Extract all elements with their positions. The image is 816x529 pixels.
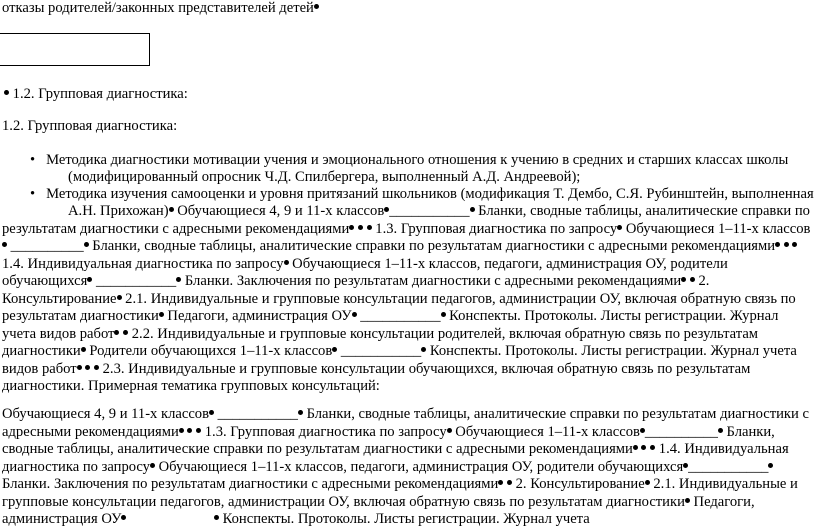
para-text: адресными рекомендациями [2, 423, 179, 440]
list-bullet-icon: • [30, 186, 36, 202]
para-text: 2.1. Индивидуальные и групповые консультации педагогов, администрации ОУ, включая обратную связь по [2, 476, 798, 510]
para-text: 2. Консультирование [2, 273, 710, 307]
para-text: __________ [644, 423, 718, 440]
bullet-dot-icon [332, 347, 337, 352]
bullet-dot-icon [209, 410, 214, 415]
para-text: __________ [10, 238, 84, 254]
bullet-dot-icon [187, 428, 192, 433]
para-text: Обучающиеся 4, 9 и 11-х классов [173, 203, 385, 219]
para-text: ___________ [360, 308, 441, 324]
heading-bullet-text: 1.2. Групповая диагностика: [12, 86, 188, 102]
para-text: ___________ [389, 203, 470, 219]
para-text: классов [284, 343, 333, 359]
bullet-dot-icon [114, 330, 119, 335]
bullet-dot-icon [4, 90, 9, 95]
para-text: 1.4. Индивидуальная [655, 441, 789, 457]
para-text: рекомендациями [671, 238, 776, 254]
bullet-dot-icon [179, 428, 184, 433]
para-text: Обучающиеся 1–11-х классов, педагоги, администрация [288, 255, 642, 272]
bullet-dot-icon [87, 277, 92, 282]
list-item [30, 152, 788, 170]
bullet-dot-icon [314, 4, 319, 9]
paragraph-block-2 [2, 406, 812, 529]
para-text: групповые консультации обучающихся, включая обратную связь по результатам диагностики. Примерная тематика [2, 360, 751, 394]
para-text: сводные таблицы, аналитические справки по результатам диагностики с адресными рекомендациями [2, 441, 633, 457]
header-line-text: отказы родителей/законных представителей детей [2, 0, 314, 16]
list-item-text: (модифицированный опросник Ч.Д. Спилбергера, выполненный А.Д. Андреевой); [68, 169, 581, 185]
bullet-dot-icon [784, 242, 789, 247]
para-text: ___________ [688, 458, 769, 475]
para-text: групповые консультации родителей, включая обратную связь по результатам диагностики [2, 325, 759, 359]
bullet-dot-icon [792, 242, 797, 247]
para-text: результатам диагностики [528, 493, 685, 510]
list-item [30, 186, 814, 204]
header-line [2, 0, 812, 18]
para-text: Бланки, сводные таблицы, аналитические справки по [474, 203, 810, 219]
para-text: Конспекты. Протоколы. Листы регистрации. Журнал учета [218, 511, 590, 527]
para-text: 2.2. Индивидуальные и [128, 325, 277, 342]
para-text: групповых консультаций: [220, 378, 380, 394]
heading-plain-line [2, 118, 812, 136]
bullet-dot-icon [77, 365, 82, 370]
para-text: 1.3. Групповая диагностика по запросу [371, 220, 618, 237]
para-text: классов [762, 220, 811, 237]
list-bullet-icon: • [30, 152, 36, 168]
para-text: Бланки, [722, 423, 775, 440]
para-text: 1.3. Групповая диагностика по запросу [201, 423, 447, 440]
para-text: ___________ [340, 343, 422, 359]
paragraph-block-1 [2, 203, 812, 396]
para-text: ОУ, родители обучающихся [2, 255, 728, 289]
para-text: Бланки, сводные таблицы, аналитические справки по результатам диагностики с [302, 406, 809, 422]
list-item-text: Методика изучения самооценки и уровня притязаний школьников (модификация Т. Дембо, С.Я. Рубинштейн, выполненная [46, 186, 814, 202]
empty-text-box [0, 33, 150, 66]
heading-plain-text: 1.2. Групповая диагностика: [2, 118, 178, 134]
para-text: Педагоги, администрация [163, 308, 328, 324]
para-text: обучающихся [597, 458, 684, 475]
bullet-dot-icon [352, 312, 357, 317]
bullet-dot-icon [358, 225, 363, 230]
bullet-dot-icon [641, 445, 646, 450]
list-item-continuation [68, 169, 580, 187]
para-text: ОУ [331, 308, 352, 324]
para-text: ___________ [95, 273, 177, 289]
heading-bullet-line [4, 86, 812, 104]
para-text: Консультирование [530, 476, 645, 492]
para-text: Обучающиеся 4, 9 и 11-х классов [2, 406, 209, 422]
para-text: 2.1. Индивидуальные и групповые консультации педагогов, администрации ОУ, [121, 290, 622, 307]
para-text: Обучающиеся 1–11-х классов, педагоги, администрация ОУ, родители [154, 458, 595, 475]
list-item-text: Методика диагностики мотивации учения и эмоционального отношения к учению в средних и старших классах школы [46, 152, 789, 168]
para-text: Конспекты. Протоколы. Листы регистрации. Журнал учета видов работ [2, 308, 779, 342]
para-text: Бланки. Заключения по результатам диагностики с адресными рекомендациями [2, 476, 499, 492]
para-text: А.Н. Прихожан) [68, 203, 169, 219]
bullet-dot-icon [349, 225, 354, 230]
para-text: 2. [511, 476, 527, 492]
bullet-dot-icon [121, 515, 126, 520]
bullet-dot-icon [85, 365, 90, 370]
bullet-dot-icon [498, 480, 503, 485]
para-text: 2.3. Индивидуальные и [98, 360, 248, 377]
para-text: Бланки, сводные таблицы, аналитические справки по результатам диагностики с адресными [88, 238, 668, 254]
para-text: результатам диагностики с адресными рекомендациями [2, 220, 350, 237]
para-text: Бланки. Заключения по результатам диагностики с адресными [181, 273, 574, 289]
bullet-dot-icon [633, 445, 638, 450]
para-text: диагностика по запросу [2, 458, 150, 475]
bullet-dot-icon [768, 463, 773, 468]
para-text: Родители обучающихся 1–11-х [85, 343, 281, 359]
bullet-dot-icon [2, 242, 7, 247]
para-text: Конспекты. Протоколы. Листы регистрации. Журнал учета видов работ [2, 343, 797, 377]
para-text: рекомендациями [577, 273, 682, 289]
para-text: включая обратную связь по результатам диагностики [2, 290, 796, 324]
para-text: Педагоги, администрация ОУ [2, 493, 755, 527]
bullet-dot-icon [681, 277, 686, 282]
para-text: ___________ [217, 406, 298, 422]
para-text: Обучающиеся 1–11-х [622, 220, 759, 237]
bullet-dot-icon [775, 242, 780, 247]
para-text: 1.4. Индивидуальная диагностика по запросу [2, 255, 284, 272]
para-text: Обучающиеся 1–11-х классов [451, 423, 640, 440]
